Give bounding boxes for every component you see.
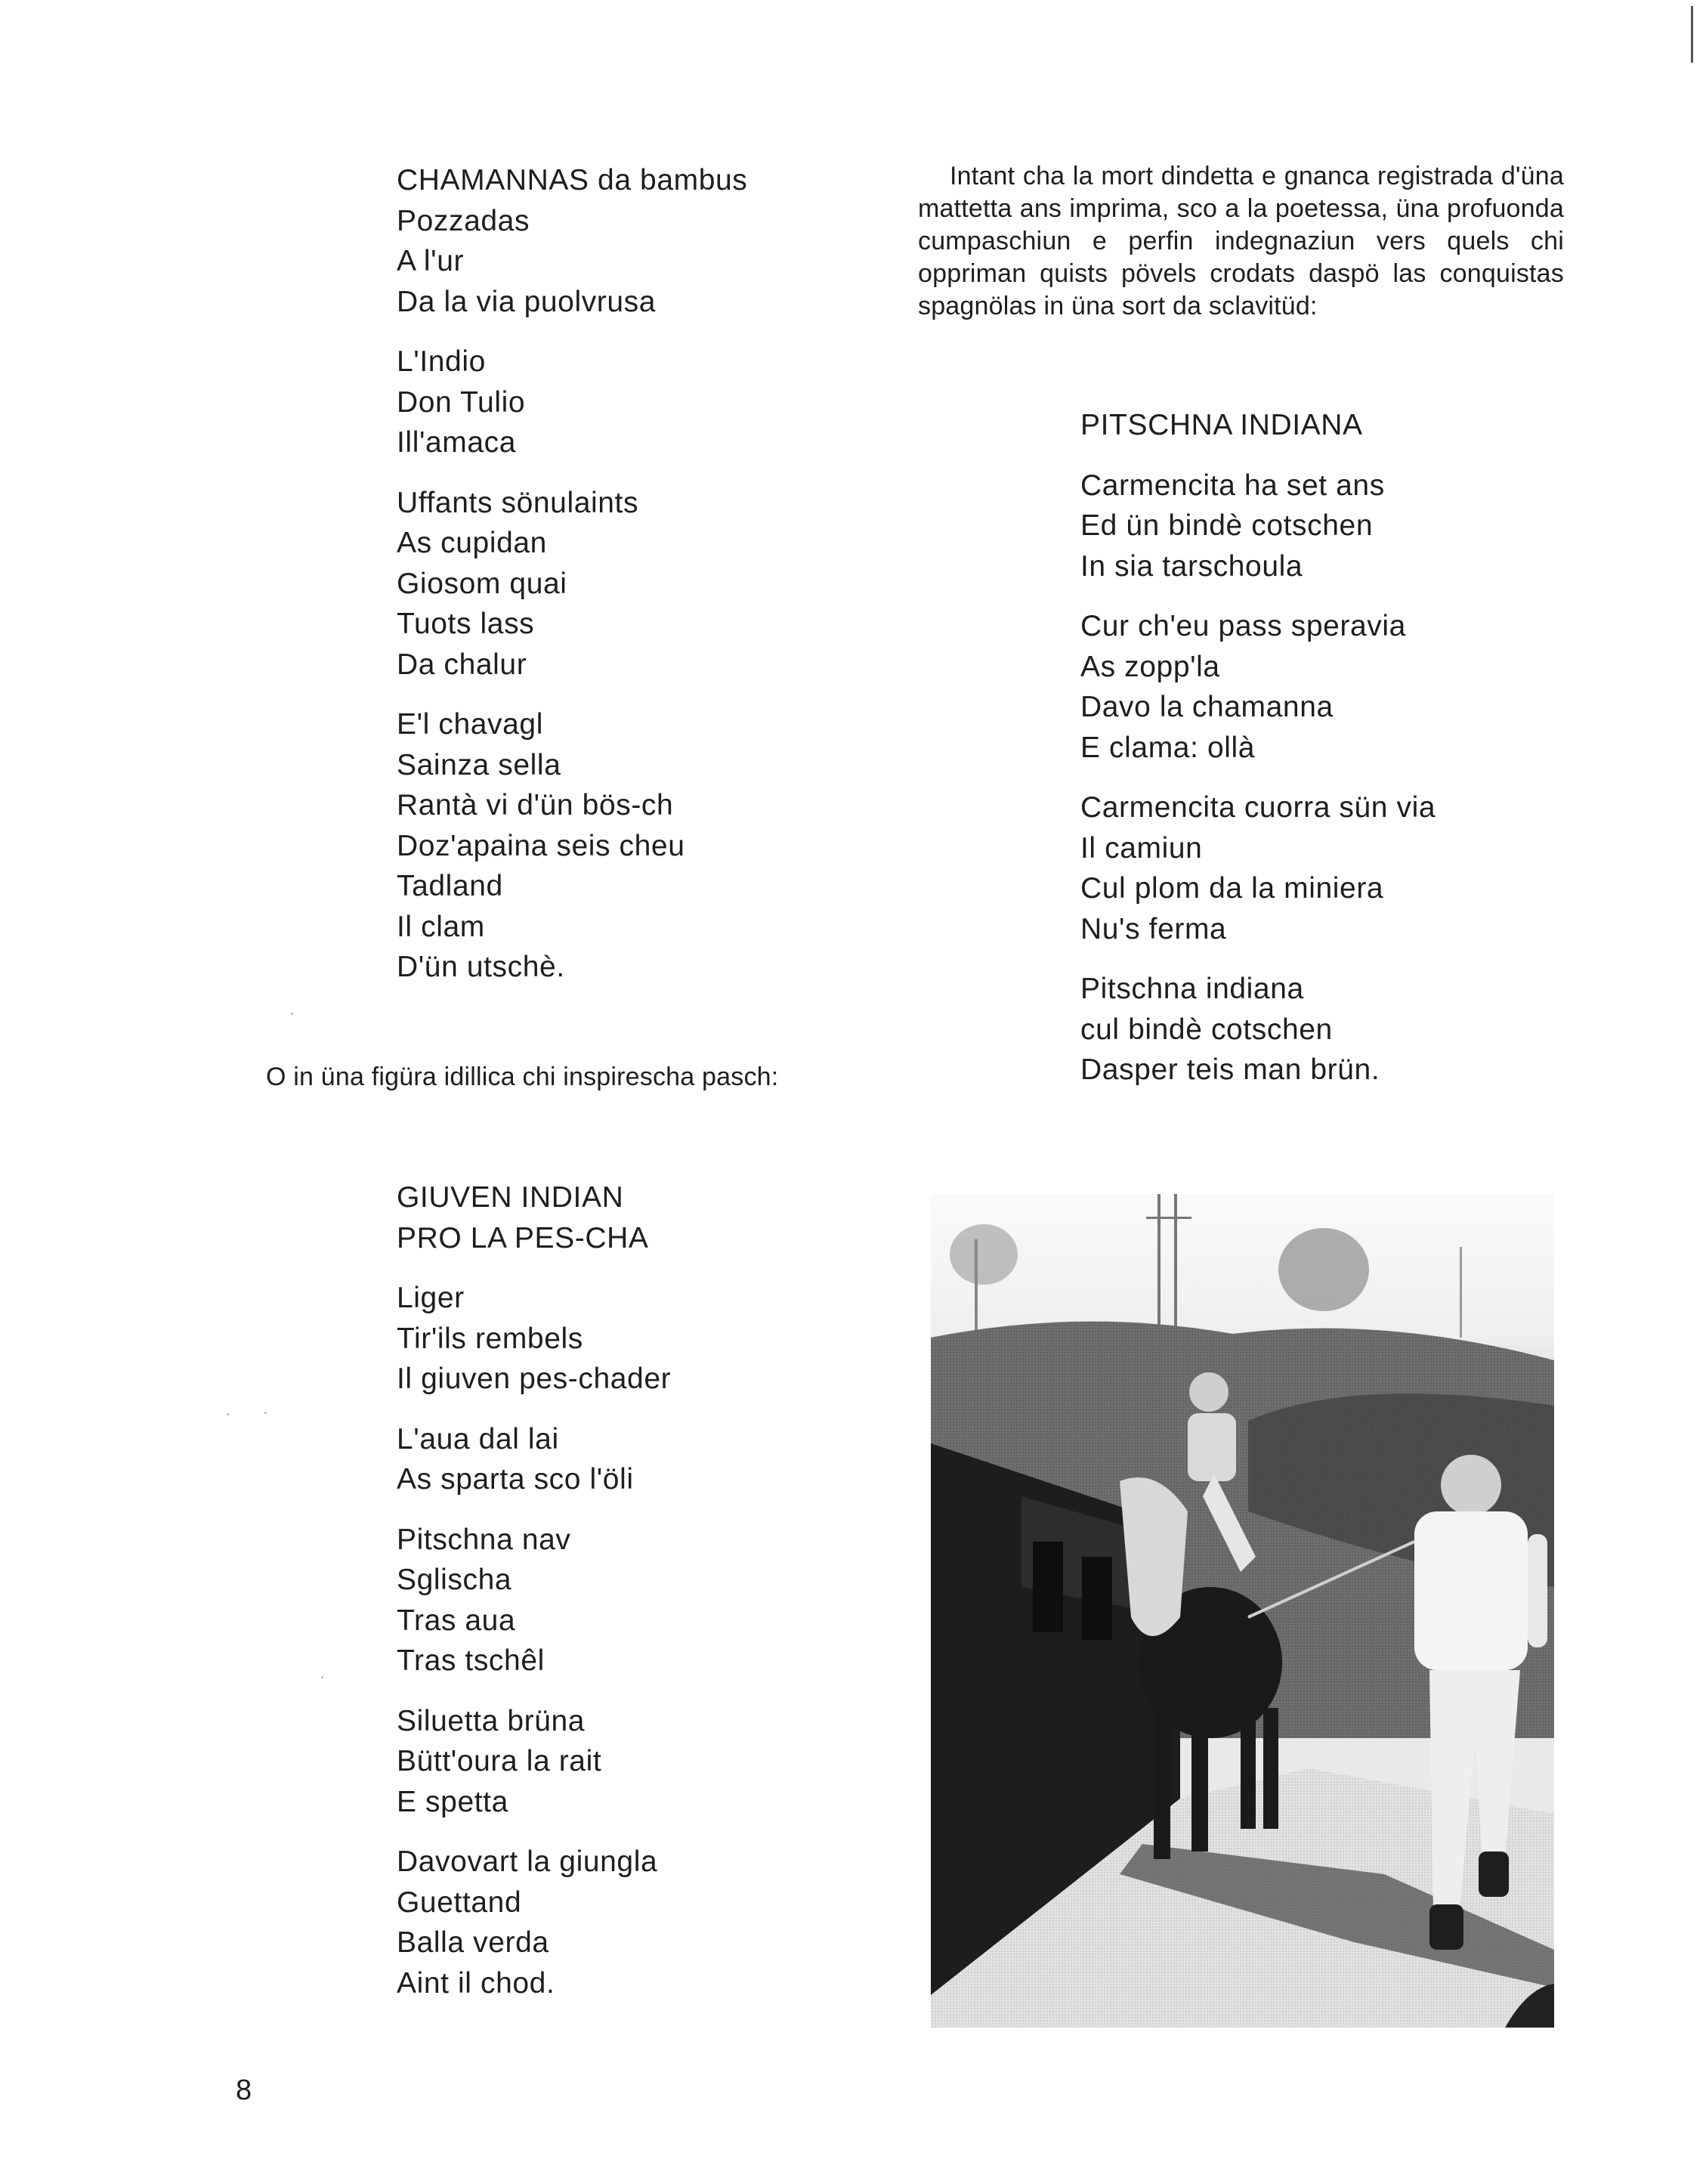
poem-line: Tuots lass: [397, 608, 535, 640]
stanza: [397, 704, 747, 988]
stanza: [397, 1701, 671, 1823]
poem-line: Giosom quai: [397, 567, 567, 600]
stanza: [397, 160, 747, 322]
poem-stanzas: [1080, 466, 1436, 1090]
poem-stanzas: [397, 1278, 671, 2003]
poem-line: Rantà vi d'ün bös-ch: [397, 789, 674, 821]
poem-line: Carmencita cuorra sün via: [1080, 791, 1436, 824]
poem-line: L'Indio: [397, 345, 486, 378]
photo-illustration: [931, 1194, 1554, 2028]
poem-line: In sia tarschoula: [1080, 549, 1303, 583]
stanza: [1080, 969, 1436, 1090]
poem-line: Cul plom da la miniera: [1080, 872, 1384, 905]
poem-line: E clama: ollà: [1080, 731, 1256, 764]
poem-title-line-2: PRO LA PES-CHA: [397, 1221, 649, 1254]
poem-giuven-indian: [397, 1177, 671, 2023]
stanza: [1080, 787, 1436, 949]
poem-line: Il giuven pes-chader: [397, 1363, 672, 1395]
poem-line: L'aua dal lai: [397, 1422, 559, 1455]
poem-line: Ill'amaca: [397, 426, 517, 459]
poem-line: Da chalur: [397, 648, 527, 681]
poem-line: D'ün utschè.: [397, 951, 565, 983]
scan-speck: [291, 1013, 293, 1015]
paragraph-text: O in üna figüra idillica chi inspirescha pasch:: [266, 1063, 779, 1091]
stanza: [397, 1419, 671, 1500]
stanza: [397, 1842, 671, 2003]
poem-line: Davo la chamanna: [1080, 691, 1334, 723]
stanza: [1080, 606, 1436, 768]
poem-line: E spetta: [397, 1785, 508, 1818]
stanza: [397, 1278, 671, 1400]
poem-line: Balla verda: [397, 1926, 549, 1959]
poem-line: Tir'ils rembels: [397, 1322, 583, 1355]
poem-line: Il clam: [397, 910, 485, 943]
page-number: 8: [236, 2074, 252, 2106]
poem-line: As cupidan: [397, 527, 547, 559]
poem-line: cul bindè cotschen: [1080, 1013, 1333, 1046]
poem-line: Tras aua: [397, 1604, 516, 1637]
poem-line: Bütt'oura la rait: [397, 1745, 602, 1777]
poem-line: Sainza sella: [397, 748, 561, 781]
poem-line: Don Tulio: [397, 385, 526, 419]
poem-line: Cur ch'eu pass speravia: [1080, 610, 1406, 642]
poem-line: CHAMANNAS da bambus: [397, 164, 748, 196]
poem-line: E'l chavagl: [397, 708, 543, 741]
poem-line: Davovart la giungla: [397, 1845, 658, 1878]
paragraph-text: Intant cha la mort dindetta e gnanca registrada d'üna mattetta ans imprima, sco a la poetessa, üna profuonda cumpaschiun e perfin indegnaziun vers quels chi oppriman quists pövels crodats daspö las conquistas spagnölas in üna sort da sclavitüd:: [918, 162, 1564, 320]
stanza: [397, 483, 747, 685]
poem-line: Siluetta brüna: [397, 1704, 586, 1737]
poem-chamannas: [397, 160, 747, 1007]
scan-speck: [227, 1413, 229, 1415]
poem-line: Da la via puolvrusa: [397, 285, 657, 318]
poem-title: PITSCHNA INDIANA: [1080, 409, 1363, 441]
poem-line: Nu's ferma: [1080, 912, 1227, 945]
poem-line: Guettand: [397, 1885, 522, 1919]
poem-line: Pitschna nav: [397, 1523, 571, 1556]
poem-line: As sparta sco l'öli: [397, 1463, 634, 1496]
prose-paragraph-right: [918, 160, 1564, 323]
stanza: [397, 342, 747, 463]
stanza: [1080, 466, 1436, 587]
photograph: [931, 1194, 1554, 2028]
poem-line: Pitschna indiana: [1080, 973, 1304, 1005]
scan-edge-mark: [1691, 6, 1693, 63]
poem-line: As zopp'la: [1080, 650, 1220, 683]
poem-line: Dasper teis man brün.: [1080, 1053, 1380, 1086]
poem-line: A l'ur: [397, 245, 465, 277]
prose-paragraph-left: [234, 1061, 882, 1094]
poem-line: Il camiun: [1080, 831, 1203, 865]
poem-line: Uffants sönulaints: [397, 486, 639, 519]
poem-line: Liger: [397, 1282, 465, 1314]
scan-speck: [264, 1412, 267, 1414]
poem-line: Carmencita ha set ans: [1080, 469, 1385, 502]
poem-line: Tras tschêl: [397, 1644, 545, 1677]
poem-line: Doz'apaina seis cheu: [397, 829, 685, 862]
scan-speck: [321, 1676, 323, 1678]
poem-pitschna-indiana: [1080, 405, 1436, 1110]
poem-title-line-1: GIUVEN INDIAN: [397, 1181, 624, 1214]
poem-line: Sglischa: [397, 1564, 512, 1596]
poem-line: Pozzadas: [397, 204, 530, 237]
poem-line: Aint il chod.: [397, 1966, 555, 2000]
stanza: [397, 1520, 671, 1681]
poem-line: Ed ün bindè cotschen: [1080, 509, 1374, 542]
poem-line: Tadland: [397, 870, 503, 902]
